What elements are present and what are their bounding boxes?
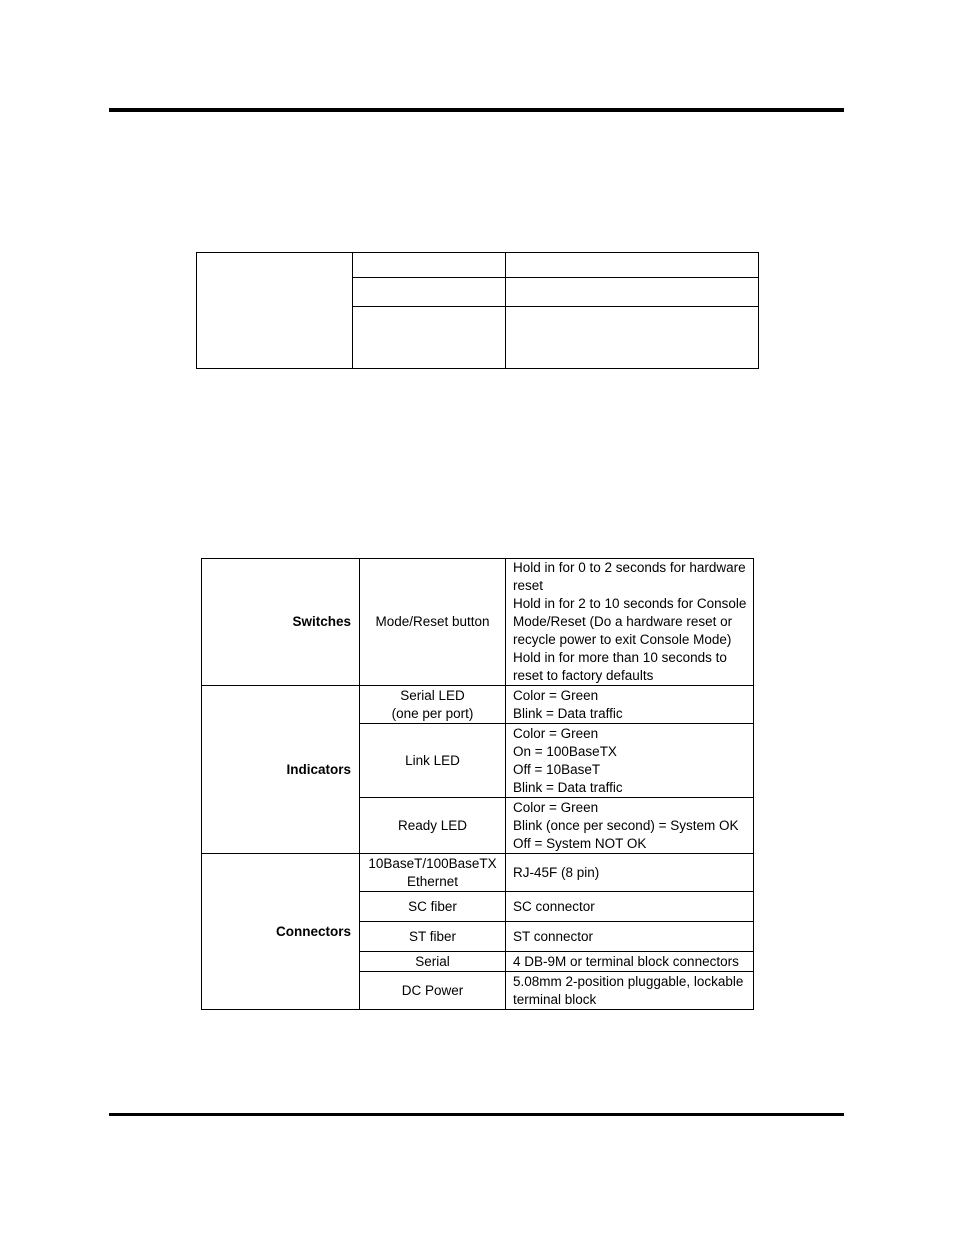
description-text: terminal block bbox=[513, 991, 597, 1007]
item-text: ST fiber bbox=[408, 928, 457, 944]
item-text: DC Power bbox=[401, 982, 464, 998]
description-cell bbox=[506, 922, 754, 952]
description-text: SC connector bbox=[513, 898, 595, 914]
empty-cell bbox=[353, 278, 506, 307]
empty-cell bbox=[506, 307, 759, 369]
description-cell bbox=[506, 952, 754, 972]
item-cell bbox=[360, 686, 506, 724]
header-rule bbox=[109, 108, 844, 112]
description-text: Blink = Data traffic bbox=[513, 779, 623, 795]
item-cell bbox=[360, 798, 506, 854]
category-connectors: Connectors bbox=[202, 854, 360, 1010]
description-text: Off = 10BaseT bbox=[513, 761, 601, 777]
description-text: RJ-45F (8 pin) bbox=[513, 864, 600, 880]
item-text: SC fiber bbox=[408, 898, 457, 914]
description-text: reset to factory defaults bbox=[513, 668, 654, 683]
item-text: (one per port) bbox=[391, 705, 474, 721]
description-text: recycle power to exit Console Mode) bbox=[513, 632, 732, 647]
item-cell bbox=[360, 854, 506, 892]
item-text: Link LED bbox=[405, 752, 460, 768]
item-cell bbox=[360, 972, 506, 1010]
description-cell bbox=[506, 854, 754, 892]
description-cell bbox=[506, 798, 754, 854]
description-cell bbox=[506, 724, 754, 798]
description-text: ST connector bbox=[513, 928, 594, 944]
item-text: Serial bbox=[415, 953, 450, 969]
item-text: Serial LED bbox=[400, 687, 465, 703]
table-row bbox=[197, 253, 759, 278]
description-text: Color = Green bbox=[513, 687, 599, 703]
category-switches: Switches bbox=[202, 559, 360, 686]
description-cell bbox=[506, 892, 754, 922]
description-text: On = 100BaseTX bbox=[513, 743, 617, 759]
description-text: Color = Green bbox=[513, 725, 599, 741]
description-text: Hold in for 0 to 2 seconds for hardware bbox=[513, 560, 746, 575]
description-text: Color = Green bbox=[513, 799, 599, 815]
table-row bbox=[202, 854, 754, 892]
empty-cell bbox=[353, 307, 506, 369]
item-text: Ready LED bbox=[397, 817, 468, 833]
description-text: 5.08mm 2-position pluggable, lockable bbox=[513, 973, 744, 989]
description-text: 4 DB-9M or terminal block connectors bbox=[513, 953, 739, 969]
item-text: Mode/Reset button bbox=[375, 614, 490, 629]
description-text: Hold in for more than 10 seconds to bbox=[513, 650, 727, 665]
empty-cell bbox=[506, 253, 759, 278]
description-text: Hold in for 2 to 10 seconds for Console bbox=[513, 596, 747, 611]
empty-cell bbox=[353, 253, 506, 278]
footer-rule bbox=[109, 1113, 844, 1116]
table-row bbox=[202, 559, 754, 686]
description-text: Off = System NOT OK bbox=[513, 835, 647, 851]
description-text: Blink (once per second) = System OK bbox=[513, 817, 739, 833]
specifications-table bbox=[201, 558, 754, 1010]
description-text: reset bbox=[513, 578, 544, 593]
item-cell bbox=[360, 892, 506, 922]
empty-table bbox=[196, 252, 759, 369]
empty-cell bbox=[506, 278, 759, 307]
description-cell bbox=[506, 972, 754, 1010]
item-text: 10BaseT/100BaseTX bbox=[368, 855, 497, 871]
item-cell bbox=[360, 952, 506, 972]
item-text: Ethernet bbox=[406, 873, 459, 889]
item-cell bbox=[360, 922, 506, 952]
category-indicators: Indicators bbox=[202, 686, 360, 854]
item-cell bbox=[360, 559, 506, 686]
empty-cell bbox=[197, 253, 353, 369]
description-text: Mode/Reset (Do a hardware reset or bbox=[513, 614, 733, 629]
description-cell bbox=[506, 686, 754, 724]
description-text: Blink = Data traffic bbox=[513, 705, 623, 721]
description-cell bbox=[506, 559, 754, 686]
table-row bbox=[202, 686, 754, 724]
item-cell bbox=[360, 724, 506, 798]
